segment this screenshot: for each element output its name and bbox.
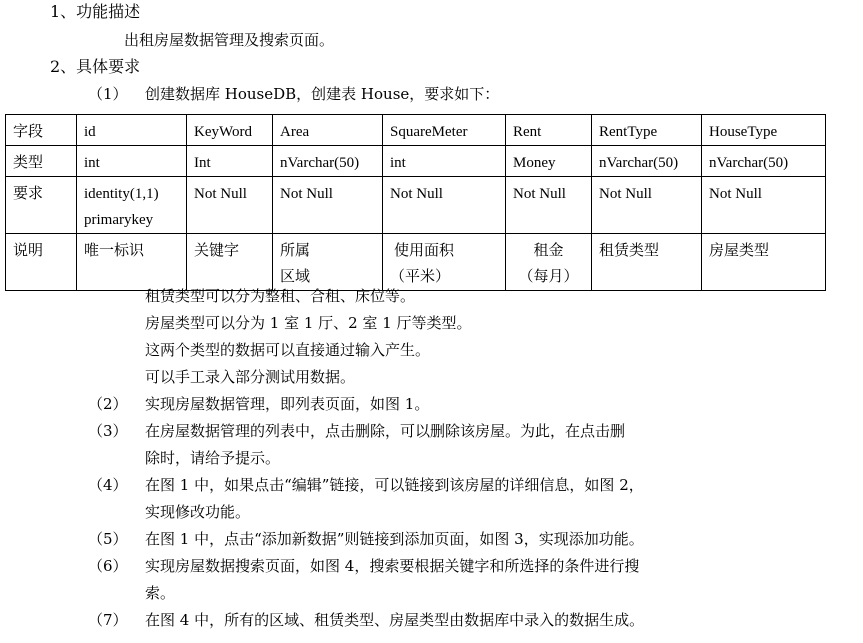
- cell-line: 区域: [280, 269, 311, 285]
- requirement-1-number: （1）: [88, 85, 128, 103]
- table-cell: HouseType: [702, 115, 826, 146]
- table-row-description: [6, 234, 826, 291]
- requirement-5-text: 在图 1 中，点击“添加新数据”则链接到添加页面，如图 3，实现添加功能。: [145, 530, 644, 548]
- section-1-title: 1、功能描述: [50, 2, 141, 21]
- requirement-4-number: （4）: [88, 476, 128, 494]
- section-1-description: 出租房屋数据管理及搜索页面。: [124, 31, 335, 49]
- table-cell-area-description: [273, 234, 383, 291]
- table-cell: Not Null: [592, 177, 702, 234]
- cell-line: （平米）: [390, 269, 451, 285]
- table-cell: Not Null: [383, 177, 506, 234]
- table-cell: int: [383, 146, 506, 177]
- table-cell: nVarchar(50): [702, 146, 826, 177]
- table-cell: Not Null: [506, 177, 592, 234]
- table-cell: 关键字: [187, 234, 273, 291]
- note-line: 这两个类型的数据可以直接通过输入产生。: [145, 341, 431, 359]
- table-cell: SquareMeter: [383, 115, 506, 146]
- requirement-4-text-cont: 实现修改功能。: [145, 503, 251, 521]
- table-cell: nVarchar(50): [592, 146, 702, 177]
- table-row-field: [6, 115, 826, 146]
- cell-line: 使用面积: [394, 243, 455, 259]
- table-cell: 要求: [6, 177, 77, 234]
- requirement-3-text: 在房屋数据管理的列表中，点击删除，可以删除该房屋。为此，在点击删: [145, 422, 626, 440]
- note-line: 房屋类型可以分为 1 室 1 厅、2 室 1 厅等类型。: [145, 314, 472, 332]
- requirement-6-number: （6）: [88, 557, 128, 575]
- cell-line: identity(1,1): [84, 186, 159, 202]
- requirement-2-text: 实现房屋数据管理，即列表页面，如图 1。: [145, 395, 430, 413]
- table-cell-square-description: [383, 234, 506, 291]
- requirement-3-text-cont: 除时，请给予提示。: [145, 449, 281, 467]
- table-cell: Area: [273, 115, 383, 146]
- table-cell: KeyWord: [187, 115, 273, 146]
- table-cell: Money: [506, 146, 592, 177]
- table-cell: Not Null: [187, 177, 273, 234]
- table-cell-rent-description: [506, 234, 592, 291]
- table-cell: 房屋类型: [702, 234, 826, 291]
- note-line: 租赁类型可以分为整租、合租、床位等。: [145, 287, 416, 305]
- house-table-spec: [5, 114, 826, 291]
- table-cell: RentType: [592, 115, 702, 146]
- note-line: 可以手工录入部分测试用数据。: [145, 368, 356, 386]
- requirement-5-number: （5）: [88, 530, 128, 548]
- table-cell: 租赁类型: [592, 234, 702, 291]
- cell-line: primarykey: [84, 212, 154, 228]
- table-cell: 字段: [6, 115, 77, 146]
- requirement-6-text-cont: 索。: [145, 584, 176, 602]
- table-cell: 说明: [6, 234, 77, 291]
- requirement-6-text: 实现房屋数据搜索页面，如图 4，搜索要根据关键字和所选择的条件进行搜: [145, 557, 640, 575]
- table-row-requirement: [6, 177, 826, 234]
- table-cell: 类型: [6, 146, 77, 177]
- requirement-1-text: 创建数据库 HouseDB，创建表 House，要求如下：: [145, 85, 500, 103]
- table-cell: Not Null: [702, 177, 826, 234]
- requirement-4-text: 在图 1 中，如果点击“编辑”链接，可以链接到该房屋的详细信息，如图 2，: [145, 476, 644, 494]
- table-row-type: [6, 146, 826, 177]
- requirement-3-number: （3）: [88, 422, 128, 440]
- cell-line: 租金: [533, 243, 564, 259]
- cell-line: （每月）: [518, 269, 579, 285]
- table-cell: Not Null: [273, 177, 383, 234]
- requirement-2-number: （2）: [88, 395, 128, 413]
- cell-line: 所属: [280, 243, 311, 259]
- table-cell: int: [77, 146, 187, 177]
- requirement-7-number: （7）: [88, 611, 128, 629]
- table-cell: id: [77, 115, 187, 146]
- table-cell: nVarchar(50): [273, 146, 383, 177]
- section-2-title: 2、具体要求: [50, 57, 141, 76]
- table-cell-id-requirement: [77, 177, 187, 234]
- table-cell: Rent: [506, 115, 592, 146]
- table-cell: Int: [187, 146, 273, 177]
- requirement-7-text: 在图 4 中，所有的区域、租赁类型、房屋类型由数据库中录入的数据生成。: [145, 611, 645, 629]
- table-cell: 唯一标识: [77, 234, 187, 291]
